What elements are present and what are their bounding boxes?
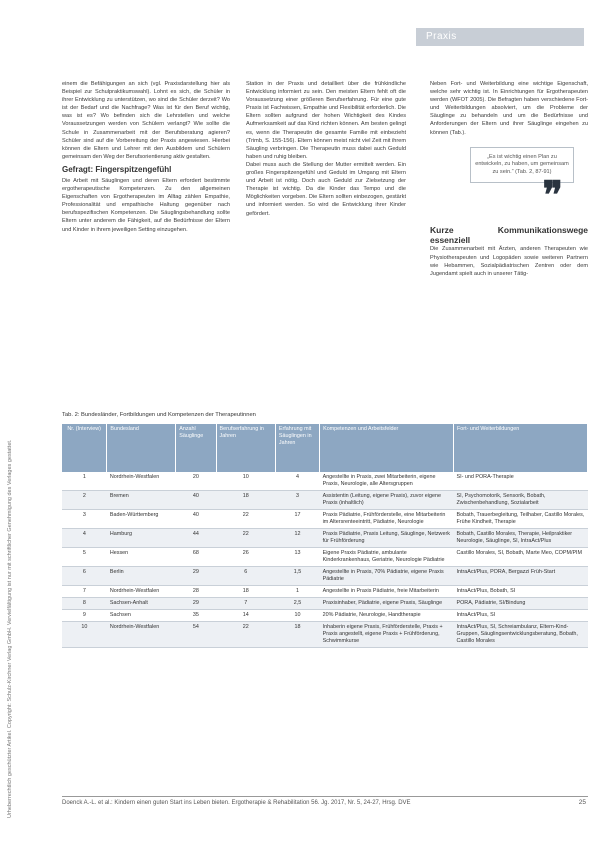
table-cell: Berlin — [107, 567, 176, 586]
table-cell: 3 — [62, 510, 107, 529]
table-cell: 14 — [216, 610, 275, 622]
table-cell: 29 — [176, 567, 216, 586]
table-cell: SI, Psychomotorik, Sensorik, Bobath, Zwischenbehandlung, Sozialarbeit — [454, 491, 588, 510]
table-cell: 22 — [216, 510, 275, 529]
paragraph: Die Zusammenarbeit mit Ärzten, anderen Therapeuten wie Physiotherapeuten und Logopäden sowie weiteren Partnern wie Hebammen, Sozialpädiatrischen Zentren oder dem Jugendamt spielt auch in unserer Tätig- — [430, 246, 588, 277]
paragraph: Die Arbeit mit Säuglingen und deren Eltern erfordert bestimmte ergotherapeutische Kompetenzen. Zu den allgemeinen Eigenschaften von Ergotherapeuten im Alltag zählen Empathie, Professionalität und empathische Haltung gegenüber nach berufsspezifischen Kompetenzen. Die Säuglingsbehandlung sollte Eltern unter anderem die Fähigkeit, auf die Bedürfnisse der Eltern und Kinder in ihrem jeweiligen Setting einzugehen. — [62, 177, 230, 233]
table-cell: 3 — [275, 491, 319, 510]
column-header: Anzahl Säuglinge — [176, 424, 216, 472]
table-cell: 5 — [62, 548, 107, 567]
column-header: Nr. (Interview) — [62, 424, 107, 472]
table-header-row — [62, 424, 588, 472]
table-cell: 44 — [176, 529, 216, 548]
table-cell: 6 — [62, 567, 107, 586]
table-cell: Baden-Württemberg — [107, 510, 176, 529]
table-cell: 18 — [216, 491, 275, 510]
table-row — [62, 598, 588, 610]
paragraph: Station in der Praxis und detailliert über die frühkindliche Entwicklung informiert zu sein. Den meisten Eltern fehlt oft die Voraussetzung einer größeren Berufserfahrung. Für eine gute Praxis ist Fachwissen, Empathie und Flexibilität erforderlich. Die Eltern sollten aufgrund der hohen Wichtigkeit des Kindes Aufmerksamkeit auf das Kind richten können. Am besten gelingt es, wenn die Therapeutin die gesamte Familie mit einbezieht (Trimb, S. 155-156). Eltern können meist nicht viel Zeit mit ihrem Säugling verbringen. Die Therapeutin muss dabei auch Geduld haben und ruhig bleiben. — [246, 81, 406, 160]
text-column-1 — [62, 80, 230, 234]
table-cell: Sachsen — [107, 610, 176, 622]
table-cell: 40 — [176, 510, 216, 529]
table-cell: 10 — [62, 622, 107, 648]
table-cell: Hamburg — [107, 529, 176, 548]
table-cell: 1,5 — [275, 567, 319, 586]
table-cell: 10 — [216, 472, 275, 491]
table-cell: Praxisinhaber, Pädiatrie, eigene Praxis, Säuglinge — [320, 598, 454, 610]
paragraph: einem die Befähigungen an sich (vgl. Praxisdarstellung hier als Beispiel zur Schulpraktikumswahl). Lohnt es sich, die Schüler in ihrer Entwicklung zu unterstützen, wo sind die Schüler derzeit? Wo ist der Bedarf und die Nachfrage? Was ist für den Beruf wichtig, was ist es? Wo befinden sich die Lehrstellen und welche Voraussetzungen werden von Schülern verlangt? Wie sollte die Schule in Zusammenarbeit mit der Berufsberatung agieren? Schüler sind auf die Vorbereitung der Praxis angewiesen. Hierbei können die Eltern und Lehrer mit den Ausbildern und Schülern gemeinsam den Weg der Berufsorientierung aktiv gestalten. — [62, 81, 230, 160]
column-header: Fort- und Weiterbildungen — [454, 424, 588, 472]
table-cell: Angestellte in Praxis Pädiatrie, freie Mitarbeiterin — [320, 586, 454, 598]
table-cell: 6 — [216, 567, 275, 586]
paragraph: Neben Fort- und Weiterbildung eine wichtige Eigenschaft, welche sehr wichtig ist. In Einrichtungen für Ergotherapeuten werden (WFOT 2005). Die Befragten haben verschiedene Fort- und Weiterbildungen absolviert, um die Probleme der Säuglinge zu behandeln und um die Bedürfnisse und Anforderungen der Eltern und ihrer Säuglinge eingehen zu können (Tab.). — [430, 81, 588, 136]
table-cell: 18 — [275, 622, 319, 648]
text-column-2 — [246, 80, 406, 218]
table-cell: 4 — [62, 529, 107, 548]
table-row — [62, 622, 588, 648]
table-cell: 54 — [176, 622, 216, 648]
paragraph: Dabei muss auch die Stellung der Mutter ermittelt werden. Ein großes Fingerspitzengefühl und Geduld im Umgang mit Eltern und Arbeit ist nötig. Doch auch Geduld zur Zielsetzung der Therapie ist wichtig. Da die Kinder das Tempo und die Möglichkeiten vorgeben. Die Eltern sollten einbezogen, gestärkt und informiert werden. So wird die Entwicklung ihrer Kinder gefördert. — [246, 161, 406, 217]
table-cell: 7 — [216, 598, 275, 610]
table-cell: 13 — [275, 548, 319, 567]
table-row — [62, 610, 588, 622]
table-cell: 18 — [216, 586, 275, 598]
table-cell: IntraAct/Plus, SI, Schreiambulanz, Eltern-Kind-Gruppen, Säuglingsentwicklungsberatung, Bobath, Castillo Morales — [454, 622, 588, 648]
section-tab: Praxis — [416, 28, 584, 46]
quote-text: „Es ist wichtig einen Plan zu entwickeln, zu haben, um gemeinsam zu sein.“ (Tab. 2, 87-91) — [475, 153, 569, 175]
table-cell: Eigene Praxis Pädiatrie, ambulante Kinderkrankenhaus, Geriatrie, Neurologie Pädiatrie — [320, 548, 454, 567]
table-row — [62, 548, 588, 567]
table-cell: IntraAct/Plus, Bobath, SI — [454, 586, 588, 598]
table-cell: Nordrhein-Westfalen — [107, 622, 176, 648]
table-cell: Castillo Morales, SI, Bobath, Marte Meo, COPM/PIM — [454, 548, 588, 567]
table-row — [62, 567, 588, 586]
table-cell: IntraAct/Plus, PORA, Bergazzi Früh-Start — [454, 567, 588, 586]
table-cell: Nordrhein-Westfalen — [107, 472, 176, 491]
column-header: Bundesland — [107, 424, 176, 472]
table-cell: 26 — [216, 548, 275, 567]
table-cell: 40 — [176, 491, 216, 510]
table-cell: SI- und PORA-Therapie — [454, 472, 588, 491]
table-cell: 28 — [176, 586, 216, 598]
column-header: Kompetenzen und Arbeitsfelder — [320, 424, 454, 472]
copyright-side-note: Urheberrechtlich geschützter Artikel. Copyright: Schulz-Kirchner Verlag GmbH. Vervielfältigung ist nur mit schriftlicher Genehmigung des Verlages gestattet. — [7, 439, 13, 818]
table-cell: 2 — [62, 491, 107, 510]
table-cell: Inhaberin eigene Praxis, Frühförderstelle, Praxis + Praxis angestellt, eigene Praxis + Frühförderung, Schwimmkurse — [320, 622, 454, 648]
table-cell: 1 — [275, 586, 319, 598]
section-heading: Gefragt: Fingerspitzengefühl — [62, 164, 172, 174]
table-cell: Nordrhein-Westfalen — [107, 586, 176, 598]
table-cell: 20% Pädiatrie, Neurologie, Handtherapie — [320, 610, 454, 622]
table-cell: 7 — [62, 586, 107, 598]
table-row — [62, 510, 588, 529]
table-cell: Angestellte in Praxis, 70% Pädiatrie, eigene Praxis Pädiatrie — [320, 567, 454, 586]
table-cell: 20 — [176, 472, 216, 491]
table-cell: Hessen — [107, 548, 176, 567]
table-cell: Angestellte in Praxis, zwei Mitarbeiterin, eigene Praxis, Neurologie, alle Altersgruppen — [320, 472, 454, 491]
text-column-3 — [430, 80, 588, 278]
table-row — [62, 472, 588, 491]
table-cell: 2,5 — [275, 598, 319, 610]
column-header: Berufserfahrung in Jahren — [216, 424, 275, 472]
pull-quote — [470, 147, 574, 218]
table-caption: Tab. 2: Bundesländer, Fortbildungen und Kompetenzen der Therapeutinnen — [62, 412, 256, 418]
table-row — [62, 529, 588, 548]
page-number: 25 — [578, 799, 586, 806]
table-row — [62, 586, 588, 598]
table-cell: IntraAct/Plus, SI — [454, 610, 588, 622]
table-cell: 68 — [176, 548, 216, 567]
table-cell: Bobath, Castillo Morales, Therapie, Heilpraktiker Neurologie, Säuglinge, SI, IntraAct/Plus — [454, 529, 588, 548]
table-cell: Bobath, Trauerbegleitung, Teilhaber, Castillo Morales, Frühe Kindheit, Therapie — [454, 510, 588, 529]
column-header: Erfahrung mit Säuglingen in Jahren — [275, 424, 319, 472]
table-cell: Sachsen-Anhalt — [107, 598, 176, 610]
footer-citation: Doenck A.-L. et al.: Kindern einen guten Start ins Leben bieten. Ergotherapie & Rehabilitation 56. Jg. 2017, Nr. 5, 24-27, Hrsg. DVE — [62, 796, 588, 806]
table-cell: PORA, Pädiatrie, SI/Bindung — [454, 598, 588, 610]
table-cell: 17 — [275, 510, 319, 529]
table-cell: Assistentin (Leitung, eigene Praxis), zuvor eigene Praxis (inhaltlich) — [320, 491, 454, 510]
table-cell: Praxis Pädiatrie, Frühförderstelle, eine Mitarbeiterin im Altersrenteeintritt, Pädiatrie, Neurologie — [320, 510, 454, 529]
table-cell: 29 — [176, 598, 216, 610]
table-cell: 35 — [176, 610, 216, 622]
table-cell: Bremen — [107, 491, 176, 510]
table-cell: 22 — [216, 622, 275, 648]
table-cell: 4 — [275, 472, 319, 491]
table-cell: 22 — [216, 529, 275, 548]
table-cell: 1 — [62, 472, 107, 491]
table-cell: 10 — [275, 610, 319, 622]
table-cell: 12 — [275, 529, 319, 548]
table-row — [62, 491, 588, 510]
table-cell: Praxis Pädiatrie, Praxis Leitung, Säuglinge, Netzwerk für Frühförderung — [320, 529, 454, 548]
section-heading: Kurze Kommunikationswege essenziell — [430, 225, 588, 246]
therapist-table — [62, 424, 588, 648]
quote-mark-icon: ❞ — [542, 172, 563, 218]
table-cell: 8 — [62, 598, 107, 610]
table-cell: 9 — [62, 610, 107, 622]
